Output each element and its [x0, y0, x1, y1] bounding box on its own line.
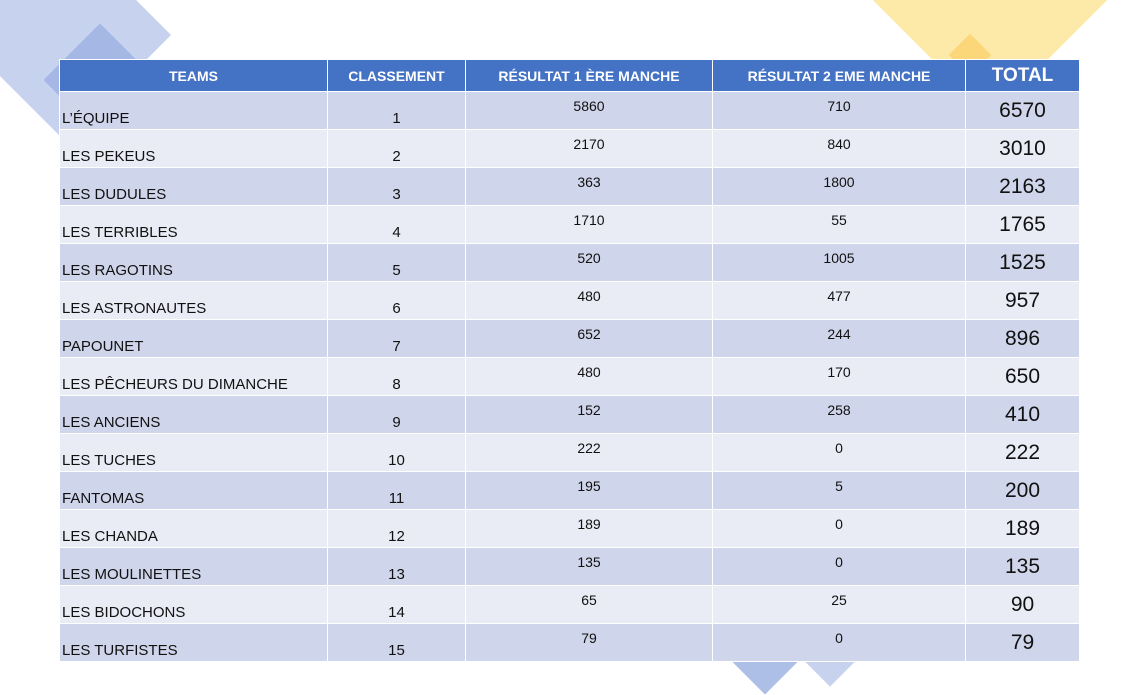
team-name-cell: LES TERRIBLES [60, 206, 328, 244]
round-1-cell: 520 [466, 244, 713, 282]
rank-cell: 8 [328, 358, 466, 396]
rank-cell: 6 [328, 282, 466, 320]
results-table [59, 59, 1080, 662]
rank-cell: 13 [328, 548, 466, 586]
round-1-cell: 652 [466, 320, 713, 358]
rank-cell: 11 [328, 472, 466, 510]
total-cell: 1525 [966, 244, 1080, 282]
round-1-cell: 65 [466, 586, 713, 624]
team-name-cell: LES BIDOCHONS [60, 586, 328, 624]
round-1-cell: 1710 [466, 206, 713, 244]
total-cell: 90 [966, 586, 1080, 624]
total-cell: 135 [966, 548, 1080, 586]
round-2-cell: 258 [713, 396, 966, 434]
table-header-row [60, 60, 1080, 92]
round-1-cell: 480 [466, 282, 713, 320]
table-row [60, 206, 1080, 244]
rank-cell: 3 [328, 168, 466, 206]
team-name-cell: LES MOULINETTES [60, 548, 328, 586]
header-classement: CLASSEMENT [328, 60, 466, 92]
table-row [60, 510, 1080, 548]
round-2-cell: 244 [713, 320, 966, 358]
team-name-cell: L’ÉQUIPE [60, 92, 328, 130]
table-row [60, 586, 1080, 624]
team-name-cell: LES PEKEUS [60, 130, 328, 168]
table-row [60, 282, 1080, 320]
team-name-cell: LES DUDULES [60, 168, 328, 206]
round-1-cell: 79 [466, 624, 713, 662]
rank-cell: 10 [328, 434, 466, 472]
table-row [60, 624, 1080, 662]
team-name-cell: PAPOUNET [60, 320, 328, 358]
table-row [60, 358, 1080, 396]
round-1-cell: 152 [466, 396, 713, 434]
round-2-cell: 1005 [713, 244, 966, 282]
team-name-cell: LES CHANDA [60, 510, 328, 548]
total-cell: 6570 [966, 92, 1080, 130]
round-1-cell: 480 [466, 358, 713, 396]
round-2-cell: 55 [713, 206, 966, 244]
header-total: TOTAL [966, 60, 1080, 92]
round-1-cell: 135 [466, 548, 713, 586]
round-2-cell: 0 [713, 624, 966, 662]
round-1-cell: 189 [466, 510, 713, 548]
round-1-cell: 195 [466, 472, 713, 510]
total-cell: 2163 [966, 168, 1080, 206]
round-1-cell: 363 [466, 168, 713, 206]
team-name-cell: LES ASTRONAUTES [60, 282, 328, 320]
rank-cell: 15 [328, 624, 466, 662]
total-cell: 189 [966, 510, 1080, 548]
team-name-cell: LES PÊCHEURS DU DIMANCHE [60, 358, 328, 396]
rank-cell: 14 [328, 586, 466, 624]
table-row [60, 320, 1080, 358]
total-cell: 79 [966, 624, 1080, 662]
total-cell: 222 [966, 434, 1080, 472]
round-2-cell: 710 [713, 92, 966, 130]
round-1-cell: 2170 [466, 130, 713, 168]
round-1-cell: 222 [466, 434, 713, 472]
rank-cell: 5 [328, 244, 466, 282]
header-round-1: RÉSULTAT 1 ÈRE MANCHE [466, 60, 713, 92]
round-1-cell: 5860 [466, 92, 713, 130]
header-round-2: RÉSULTAT 2 EME MANCHE [713, 60, 966, 92]
team-name-cell: FANTOMAS [60, 472, 328, 510]
header-teams: TEAMS [60, 60, 328, 92]
table-row [60, 396, 1080, 434]
rank-cell: 1 [328, 92, 466, 130]
table-row [60, 548, 1080, 586]
rank-cell: 7 [328, 320, 466, 358]
total-cell: 650 [966, 358, 1080, 396]
table-row [60, 472, 1080, 510]
total-cell: 957 [966, 282, 1080, 320]
total-cell: 1765 [966, 206, 1080, 244]
round-2-cell: 0 [713, 548, 966, 586]
round-2-cell: 0 [713, 510, 966, 548]
rank-cell: 2 [328, 130, 466, 168]
round-2-cell: 5 [713, 472, 966, 510]
total-cell: 3010 [966, 130, 1080, 168]
table-row [60, 244, 1080, 282]
total-cell: 896 [966, 320, 1080, 358]
table-row [60, 168, 1080, 206]
round-2-cell: 840 [713, 130, 966, 168]
round-2-cell: 25 [713, 586, 966, 624]
team-name-cell: LES ANCIENS [60, 396, 328, 434]
rank-cell: 9 [328, 396, 466, 434]
round-2-cell: 170 [713, 358, 966, 396]
rank-cell: 12 [328, 510, 466, 548]
table-body [60, 92, 1080, 662]
total-cell: 410 [966, 396, 1080, 434]
round-2-cell: 477 [713, 282, 966, 320]
table-row [60, 434, 1080, 472]
rank-cell: 4 [328, 206, 466, 244]
team-name-cell: LES TURFISTES [60, 624, 328, 662]
table-row [60, 92, 1080, 130]
team-name-cell: LES RAGOTINS [60, 244, 328, 282]
round-2-cell: 0 [713, 434, 966, 472]
round-2-cell: 1800 [713, 168, 966, 206]
total-cell: 200 [966, 472, 1080, 510]
table-row [60, 130, 1080, 168]
team-name-cell: LES TUCHES [60, 434, 328, 472]
